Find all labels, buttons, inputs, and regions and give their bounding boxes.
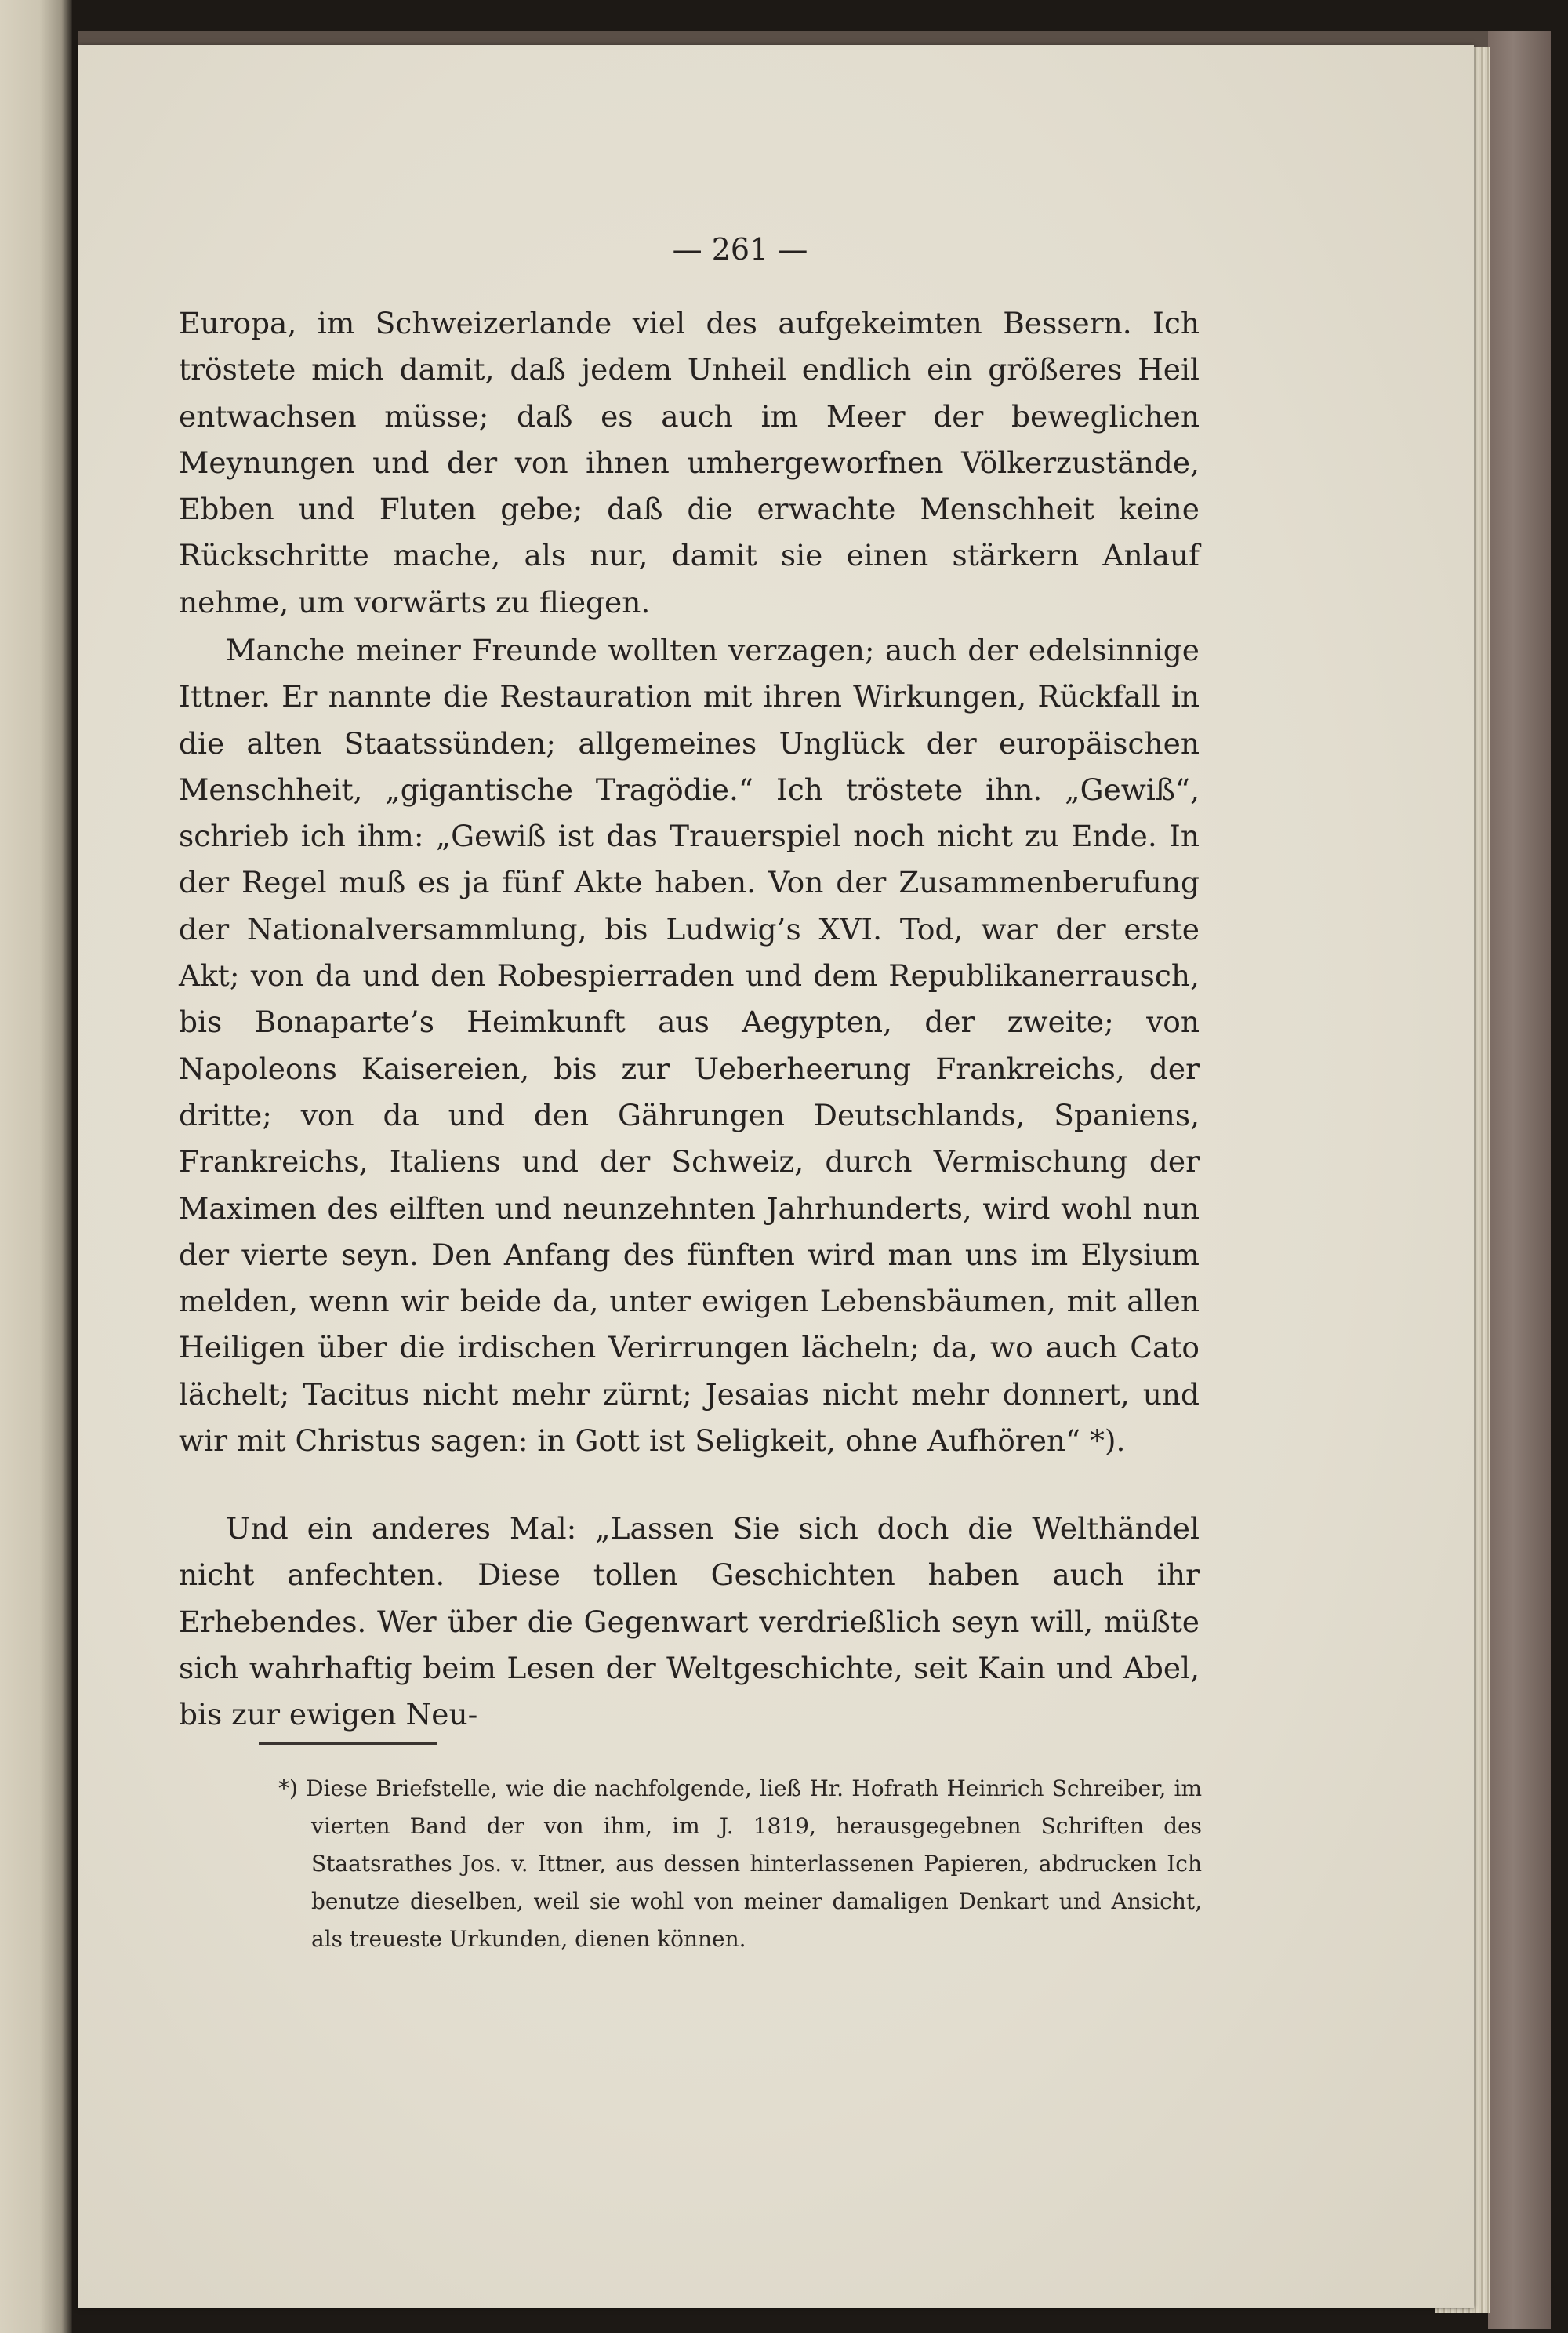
left-page-edge: [0, 0, 72, 2333]
book-cover-spine: [1488, 31, 1551, 2329]
paragraph-1: Europa, im Schweizerlande viel des aufgekeimten Bessern. Ich tröstete mich damit, daß jedem Unheil endlich ein größeres Heil entwachsen müsse; daß es auch im Meer der beweglichen Meynungen und der von ihnen umhergeworfnen Völkerzustände, Ebben und Fluten gebe; daß die erwachte Menschheit keine Rückschritte mache, als nur, damit sie einen stärkern Anlauf nehme, um vorwärts zu fliegen.: [179, 306, 1200, 620]
paragraph-3: Und ein anderes Mal: „Lassen Sie sich doch die Welthändel nicht anfechten. Diese tollen Geschichten haben auch ihr Erhebendes. Wer über die Gegenwart verdrießlich seyn will, müßte sich wahrhaftig beim Lesen der Weltgeschichte, seit Kain und Abel, bis zur ewigen Neu-: [179, 1511, 1200, 1732]
footnote: *) Diese Briefstelle, wie die nachfolgende, ließ Hr. Hofrath Heinrich Schreiber, im vierten Band der von ihm, im J. 1819, herausgegebnen Schriften des Staatsrathes Jos. v. Ittner, aus dessen hinterlassenen Papieren, abdrucken Ich benutze dieselben, weil sie wohl von meiner damaligen Denkart und Ansicht, als treueste Urkunden, dienen können.: [278, 1775, 1202, 1952]
paragraph-2: Manche meiner Freunde wollten verzagen; auch der edelsinnige Ittner. Er nannte die Restauration mit ihren Wirkungen, Rückfall in die alten Staatssünden; allgemeines Unglück der europäischen Menschheit, „gigantische Tragödie.“ Ich tröstete ihn. „Gewiß“, schrieb ich ihm: „Gewiß ist das Trauerspiel noch nicht zu Ende. In der Regel muß es ja fünf Akte haben. Von der Zusammenberufung der Nationalversammlung, bis Ludwig’s XVI. Tod, war der erste Akt; von da und den Robespierraden und dem Republikanerrausch, bis Bonaparte’s Heimkunft aus Aegypten, der zweite; von Napoleons Kaisereien, bis zur Ueberheerung Frankreichs, der dritte; von da und den Gährungen Deutschlands, Spaniens, Frankreichs, Italiens und der Schweiz, durch Vermischung der Maximen des eilften und neunzehnten Jahrhunderts, wird wohl nun der vierte seyn. Den Anfang des fünften wird man uns im Elysium melden, wenn wir beide da, unter ewigen Lebensbäumen, mit allen Heiligen über die irdischen Verirrungen lächeln; da, wo auch Cato lächelt; Tacitus nicht mehr zürnt; Jesaias nicht mehr donnert, und wir mit Christus sagen: in Gott ist Seligkeit, ohne Aufhören“ *).: [179, 633, 1200, 1459]
footnote-divider: [259, 1742, 437, 1745]
page-number: — 261 —: [672, 232, 808, 267]
